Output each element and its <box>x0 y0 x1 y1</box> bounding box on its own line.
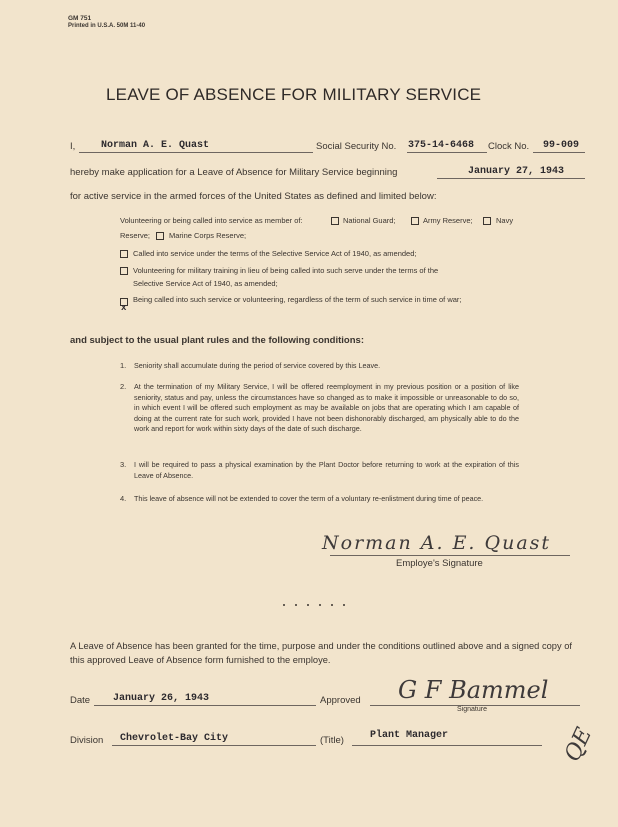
condition-4-number: 4. <box>120 494 127 503</box>
navy-reserve-label: Reserve; <box>120 231 151 240</box>
section-divider <box>283 604 349 608</box>
selective-service-checkbox[interactable] <box>120 250 128 258</box>
division-label: Division <box>70 735 104 746</box>
divider-dot <box>283 604 285 606</box>
employee-name[interactable]: Norman A. E. Quast <box>101 140 210 151</box>
employee-signature-label: Employe's Signature <box>396 558 483 569</box>
date-label: Date <box>70 695 91 706</box>
approver-signature[interactable]: G F Bammel <box>398 676 549 704</box>
division-value[interactable]: Chevrolet-Bay City <box>120 733 229 744</box>
title-label: (Title) <box>320 735 344 746</box>
line1-prefix: I, <box>70 141 76 152</box>
clock-value[interactable]: 99-009 <box>543 140 580 151</box>
start-date[interactable]: January 27, 1943 <box>468 166 565 177</box>
condition-3-number: 3. <box>120 460 127 469</box>
print-info: Printed in U.S.A. 50M 11-40 <box>68 23 146 29</box>
divider-dot <box>295 604 297 606</box>
clock-underline <box>533 152 585 153</box>
clock-label: Clock No. <box>488 141 530 152</box>
war-service-mark: x <box>121 303 127 313</box>
navy-checkbox[interactable] <box>483 217 491 225</box>
divider-dot <box>319 604 321 606</box>
form-number: GM 751 <box>68 15 92 22</box>
divider-dot <box>331 604 333 606</box>
divider-text <box>283 600 287 601</box>
title-value[interactable]: Plant Manager <box>370 730 449 741</box>
divider-dot <box>307 604 309 606</box>
army-reserve-label: Army Reserve; <box>423 216 473 225</box>
war-service-label: Being called into such service or volunteering, regardless of the term of such service in time of war; <box>133 295 462 304</box>
conditions-heading: and subject to the usual plant rules and the following conditions: <box>70 335 364 346</box>
marine-label: Marine Corps Reserve; <box>169 231 247 240</box>
condition-1-number: 1. <box>120 361 127 370</box>
form-title: LEAVE OF ABSENCE FOR MILITARY SERVICE <box>106 85 482 104</box>
condition-2-number: 2. <box>120 382 127 391</box>
condition-4-text: This leave of absence will not be extended to cover the term of a voluntary re-enlistment during time of peace. <box>134 494 484 503</box>
approved-label: Approved <box>320 695 361 706</box>
volunteer-training-label: Volunteering for military training in lieu of being called into such serve under the terms of the <box>133 266 439 275</box>
marine-checkbox[interactable] <box>156 232 164 240</box>
ssn-label: Social Security No. <box>316 141 397 152</box>
selective-service-label: Called into service under the terms of the Selective Service Act of 1940, as amended; <box>133 249 417 258</box>
application-text: hereby make application for a Leave of Absence for Military Service beginning <box>70 167 398 178</box>
title-underline <box>352 745 542 746</box>
divider-dot <box>343 604 345 606</box>
handwritten-initials: QE <box>560 724 598 766</box>
service-text: for active service in the armed forces of the United States as defined and limited below: <box>70 191 437 202</box>
employee-signature[interactable]: Norman A. E. Quast <box>322 532 552 554</box>
volunteer-training-label-2: Selective Service Act of 1940, as amended; <box>133 279 278 288</box>
option-1-text: Volunteering or being called into service as member of: <box>120 216 303 225</box>
national-guard-checkbox[interactable] <box>331 217 339 225</box>
ssn-value[interactable]: 375-14-6468 <box>408 140 475 151</box>
approver-signature-label: Signature <box>457 706 487 713</box>
granted-statement: A Leave of Absence has been granted for the time, purpose and under the conditions outlined above and a signed copy of this approved Leave of Absence form furnished to the employe. <box>70 641 572 665</box>
condition-1-text: Seniority shall accumulate during the period of service covered by this Leave. <box>134 361 381 370</box>
volunteer-training-checkbox[interactable] <box>120 267 128 275</box>
division-underline <box>112 745 316 746</box>
condition-2-text: At the termination of my Military Service, I will be offered reemployment in my previous position or a position of like seniority, status and pay, unless the circumstances have so changed as to make it impossible or unreasonable to do so, in which event I will be offered such employment as may be available on jobs that are operating which I am capable of doing at the current rate for such work, provided I have not been dishonorably discharged, am physically able to do the work and report for work within sixty days of the date of such discharge. <box>134 382 519 434</box>
ssn-underline <box>407 152 487 153</box>
employee-signature-line <box>330 555 570 556</box>
start-date-underline <box>437 178 585 179</box>
navy-label: Navy <box>496 216 514 225</box>
date-underline <box>94 705 316 706</box>
army-reserve-checkbox[interactable] <box>411 217 419 225</box>
approval-date[interactable]: January 26, 1943 <box>113 693 210 704</box>
name-underline <box>79 152 313 153</box>
condition-3-text: I will be required to pass a physical examination by the Plant Doctor before returning to work at the expiration of this Leave of Absence. <box>134 460 519 480</box>
national-guard-label: National Guard; <box>343 216 396 225</box>
